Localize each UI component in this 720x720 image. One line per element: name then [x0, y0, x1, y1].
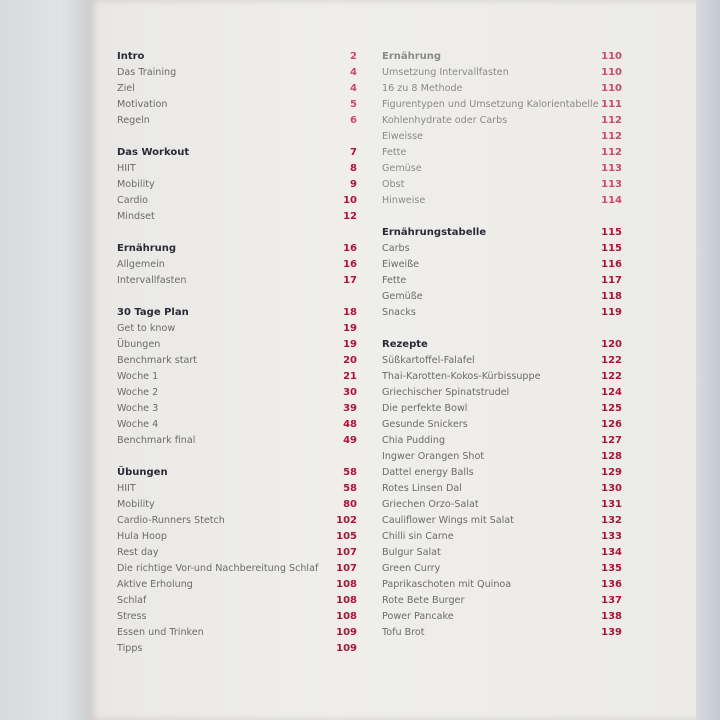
entry-title: Rest day: [117, 547, 159, 558]
entry-title: Benchmark final: [117, 435, 196, 446]
toc-entry: [382, 257, 622, 273]
entry-title: Übungen: [117, 339, 161, 350]
toc-entry: [382, 545, 622, 561]
entry-title: Cauliflower Wings mit Salat: [382, 515, 514, 526]
entry-page-number: 122: [601, 371, 622, 382]
section-page-number: 58: [343, 467, 357, 478]
entry-title: Mindset: [117, 211, 155, 222]
entry-title: Thai-Karotten-Kokos-Kürbissuppe: [382, 371, 541, 382]
entry-page-number: 16: [343, 259, 357, 270]
entry-title: Cardio-Runners Stetch: [117, 515, 225, 526]
entry-page-number: 5: [350, 99, 357, 110]
entry-title: Das Training: [117, 67, 177, 78]
toc-section: [117, 49, 357, 129]
toc-entry: [117, 177, 357, 193]
toc-entry: [382, 385, 622, 401]
background: [696, 0, 720, 720]
section-title: Ernährung: [382, 51, 442, 62]
entry-title: Obst: [382, 179, 405, 190]
entry-title: Tofu Brot: [382, 627, 425, 638]
previous-page-edge: [0, 0, 88, 720]
toc-entry: [382, 561, 622, 577]
toc-entry: [117, 641, 357, 657]
section-page-number: 120: [601, 339, 622, 350]
toc-section: [117, 145, 357, 225]
toc-entry: [117, 353, 357, 369]
toc-entry: [382, 529, 622, 545]
entry-page-number: 10: [343, 195, 357, 206]
toc-entry: [382, 401, 622, 417]
entry-title: Carbs: [382, 243, 410, 254]
entry-page-number: 110: [601, 67, 622, 78]
entry-title: Allgemein: [117, 259, 165, 270]
entry-page-number: 58: [343, 483, 357, 494]
entry-title: Cardio: [117, 195, 148, 206]
entry-page-number: 128: [601, 451, 622, 462]
section-heading: [382, 337, 622, 353]
section-title: Rezepte: [382, 339, 428, 350]
entry-page-number: 6: [350, 115, 357, 126]
entry-page-number: 48: [343, 419, 357, 430]
toc-section: [382, 49, 622, 209]
toc-entry: [117, 209, 357, 225]
section-heading: [117, 145, 357, 161]
toc-entry: [117, 257, 357, 273]
entry-title: Bulgur Salat: [382, 547, 441, 558]
entry-page-number: 129: [601, 467, 622, 478]
entry-title: Woche 3: [117, 403, 159, 414]
section-heading: [117, 241, 357, 257]
entry-page-number: 112: [601, 115, 622, 126]
entry-title: Kohlenhydrate oder Carbs: [382, 115, 508, 126]
entry-title: Figurentypen und Umsetzung Kalorientabelle: [382, 99, 599, 110]
entry-title: Hinweise: [382, 195, 426, 206]
entry-page-number: 19: [343, 339, 357, 350]
entry-title: Mobility: [117, 499, 155, 510]
toc-entry: [117, 529, 357, 545]
toc-entry: [382, 113, 622, 129]
entry-page-number: 108: [336, 579, 357, 590]
entry-title: Ingwer Orangen Shot: [382, 451, 485, 462]
entry-page-number: 21: [343, 371, 357, 382]
entry-title: Gemüße: [382, 291, 423, 302]
toc-section: [382, 337, 622, 641]
toc-entry: [117, 481, 357, 497]
toc-entry: [117, 497, 357, 513]
toc-entry: [382, 289, 622, 305]
toc-entry: [117, 337, 357, 353]
entry-title: HIIT: [117, 163, 136, 174]
section-page-number: 18: [343, 307, 357, 318]
section-page-number: 110: [601, 51, 622, 62]
entry-page-number: 118: [601, 291, 622, 302]
toc-entry: [382, 609, 622, 625]
toc-entry: [117, 433, 357, 449]
entry-page-number: 17: [343, 275, 357, 286]
entry-page-number: 108: [336, 595, 357, 606]
entry-title: Snacks: [382, 307, 416, 318]
entry-page-number: 107: [336, 563, 357, 574]
entry-title: Chia Pudding: [382, 435, 446, 446]
toc-entry: [117, 385, 357, 401]
toc-entry: [117, 369, 357, 385]
entry-page-number: 114: [601, 195, 622, 206]
entry-page-number: 138: [601, 611, 622, 622]
toc-section: [117, 305, 357, 449]
entry-page-number: 136: [601, 579, 622, 590]
entry-page-number: 105: [336, 531, 357, 542]
section-heading: [382, 225, 622, 241]
entry-title: Ziel: [117, 83, 135, 94]
toc-entry: [382, 273, 622, 289]
entry-title: Griechischer Spinatstrudel: [382, 387, 510, 398]
entry-page-number: 19: [343, 323, 357, 334]
entry-page-number: 117: [601, 275, 622, 286]
toc-entry: [382, 513, 622, 529]
entry-page-number: 127: [601, 435, 622, 446]
toc-entry: [117, 65, 357, 81]
toc-column-right: [382, 49, 622, 657]
toc-entry: [382, 177, 622, 193]
entry-title: Schlaf: [117, 595, 147, 606]
entry-page-number: 108: [336, 611, 357, 622]
toc-entry: [382, 497, 622, 513]
toc-entry: [117, 609, 357, 625]
toc-entry: [382, 625, 622, 641]
entry-title: Die perfekte Bowl: [382, 403, 468, 414]
entry-title: Gesunde Snickers: [382, 419, 468, 430]
entry-page-number: 12: [343, 211, 357, 222]
toc-entry: [117, 577, 357, 593]
entry-page-number: 115: [601, 243, 622, 254]
entry-page-number: 111: [601, 99, 622, 110]
toc-entry: [117, 273, 357, 289]
toc-section: [382, 225, 622, 321]
entry-page-number: 110: [601, 83, 622, 94]
entry-title: Tipps: [117, 643, 143, 654]
entry-page-number: 80: [343, 499, 357, 510]
entry-title: Rotes Linsen Dal: [382, 483, 462, 494]
toc-entry: [117, 81, 357, 97]
entry-page-number: 124: [601, 387, 622, 398]
toc-entry: [382, 129, 622, 145]
entry-page-number: 4: [350, 83, 357, 94]
entry-page-number: 30: [343, 387, 357, 398]
toc-entry: [382, 161, 622, 177]
section-heading: [117, 49, 357, 65]
entry-page-number: 133: [601, 531, 622, 542]
entry-page-number: 102: [336, 515, 357, 526]
entry-title: Aktive Erholung: [117, 579, 193, 590]
entry-page-number: 39: [343, 403, 357, 414]
entry-title: Intervallfasten: [117, 275, 187, 286]
entry-title: Power Pancake: [382, 611, 454, 622]
entry-page-number: 135: [601, 563, 622, 574]
toc-entry: [382, 369, 622, 385]
toc-entry: [117, 401, 357, 417]
entry-title: Die richtige Vor-und Nachbereitung Schlaf: [117, 563, 319, 574]
entry-title: Gemüse: [382, 163, 422, 174]
toc-entry: [382, 65, 622, 81]
toc-entry: [117, 561, 357, 577]
toc-entry: [382, 241, 622, 257]
toc-entry: [382, 81, 622, 97]
section-page-number: 2: [350, 51, 357, 62]
toc-column-left: [117, 49, 357, 673]
toc-entry: [382, 305, 622, 321]
entry-page-number: 113: [601, 179, 622, 190]
entry-title: Mobility: [117, 179, 155, 190]
section-title: Das Workout: [117, 147, 190, 158]
toc-entry: [117, 97, 357, 113]
toc-entry: [382, 577, 622, 593]
entry-title: Benchmark start: [117, 355, 198, 366]
entry-page-number: 4: [350, 67, 357, 78]
toc-entry: [117, 545, 357, 561]
section-heading: [382, 49, 622, 65]
entry-title: Woche 2: [117, 387, 159, 398]
entry-title: Eiweisse: [382, 131, 424, 142]
toc-entry: [117, 113, 357, 129]
entry-page-number: 9: [350, 179, 357, 190]
entry-title: Regeln: [117, 115, 150, 126]
entry-page-number: 112: [601, 147, 622, 158]
entry-page-number: 107: [336, 547, 357, 558]
entry-title: Dattel energy Balls: [382, 467, 474, 478]
entry-title: Paprikaschoten mit Quinoa: [382, 579, 512, 590]
entry-page-number: 125: [601, 403, 622, 414]
entry-title: HIIT: [117, 483, 136, 494]
entry-title: Essen und Trinken: [117, 627, 204, 638]
toc-entry: [117, 513, 357, 529]
section-heading: [117, 305, 357, 321]
entry-title: Eiweiße: [382, 259, 420, 270]
section-title: Intro: [117, 51, 145, 62]
entry-page-number: 112: [601, 131, 622, 142]
toc-entry: [117, 321, 357, 337]
section-heading: [117, 465, 357, 481]
entry-page-number: 122: [601, 355, 622, 366]
entry-title: Stress: [117, 611, 147, 622]
toc-entry: [117, 161, 357, 177]
section-title: Ernährungstabelle: [382, 227, 487, 238]
entry-title: Green Curry: [382, 563, 441, 574]
toc-entry: [382, 97, 622, 113]
section-title: Übungen: [117, 467, 168, 478]
toc-entry: [382, 465, 622, 481]
entry-title: Woche 1: [117, 371, 159, 382]
entry-title: Chilli sin Carne: [382, 531, 454, 542]
entry-title: Get to know: [117, 323, 176, 334]
entry-page-number: 119: [601, 307, 622, 318]
toc-entry: [382, 145, 622, 161]
toc-entry: [382, 481, 622, 497]
toc-entry: [117, 193, 357, 209]
entry-page-number: 139: [601, 627, 622, 638]
entry-title: Griechen Orzo-Salat: [382, 499, 479, 510]
entry-page-number: 126: [601, 419, 622, 430]
toc-entry: [382, 593, 622, 609]
entry-page-number: 137: [601, 595, 622, 606]
toc-section: [117, 465, 357, 657]
entry-title: Umsetzung Intervallfasten: [382, 67, 509, 78]
entry-title: Fette: [382, 147, 407, 158]
entry-page-number: 109: [336, 627, 357, 638]
entry-title: Fette: [382, 275, 407, 286]
toc-entry: [382, 193, 622, 209]
toc-entry: [382, 449, 622, 465]
entry-title: Motivation: [117, 99, 168, 110]
section-title: Ernährung: [117, 243, 177, 254]
entry-page-number: 113: [601, 163, 622, 174]
toc-entry: [382, 417, 622, 433]
entry-page-number: 130: [601, 483, 622, 494]
toc-entry: [117, 593, 357, 609]
entry-title: 16 zu 8 Methode: [382, 83, 463, 94]
section-title: 30 Tage Plan: [117, 307, 189, 318]
toc-entry: [117, 417, 357, 433]
toc-entry: [382, 433, 622, 449]
toc-entry: [117, 625, 357, 641]
entry-page-number: 131: [601, 499, 622, 510]
entry-page-number: 134: [601, 547, 622, 558]
toc-section: [117, 241, 357, 289]
entry-page-number: 116: [601, 259, 622, 270]
section-page-number: 7: [350, 147, 357, 158]
section-page-number: 16: [343, 243, 357, 254]
entry-page-number: 49: [343, 435, 357, 446]
toc-entry: [382, 353, 622, 369]
entry-title: Woche 4: [117, 419, 159, 430]
entry-page-number: 8: [350, 163, 357, 174]
entry-title: Süßkartoffel-Falafel: [382, 355, 475, 366]
entry-title: Hula Hoop: [117, 531, 167, 542]
entry-title: Rote Bete Burger: [382, 595, 465, 606]
entry-page-number: 132: [601, 515, 622, 526]
entry-page-number: 109: [336, 643, 357, 654]
entry-page-number: 20: [343, 355, 357, 366]
section-page-number: 115: [601, 227, 622, 238]
